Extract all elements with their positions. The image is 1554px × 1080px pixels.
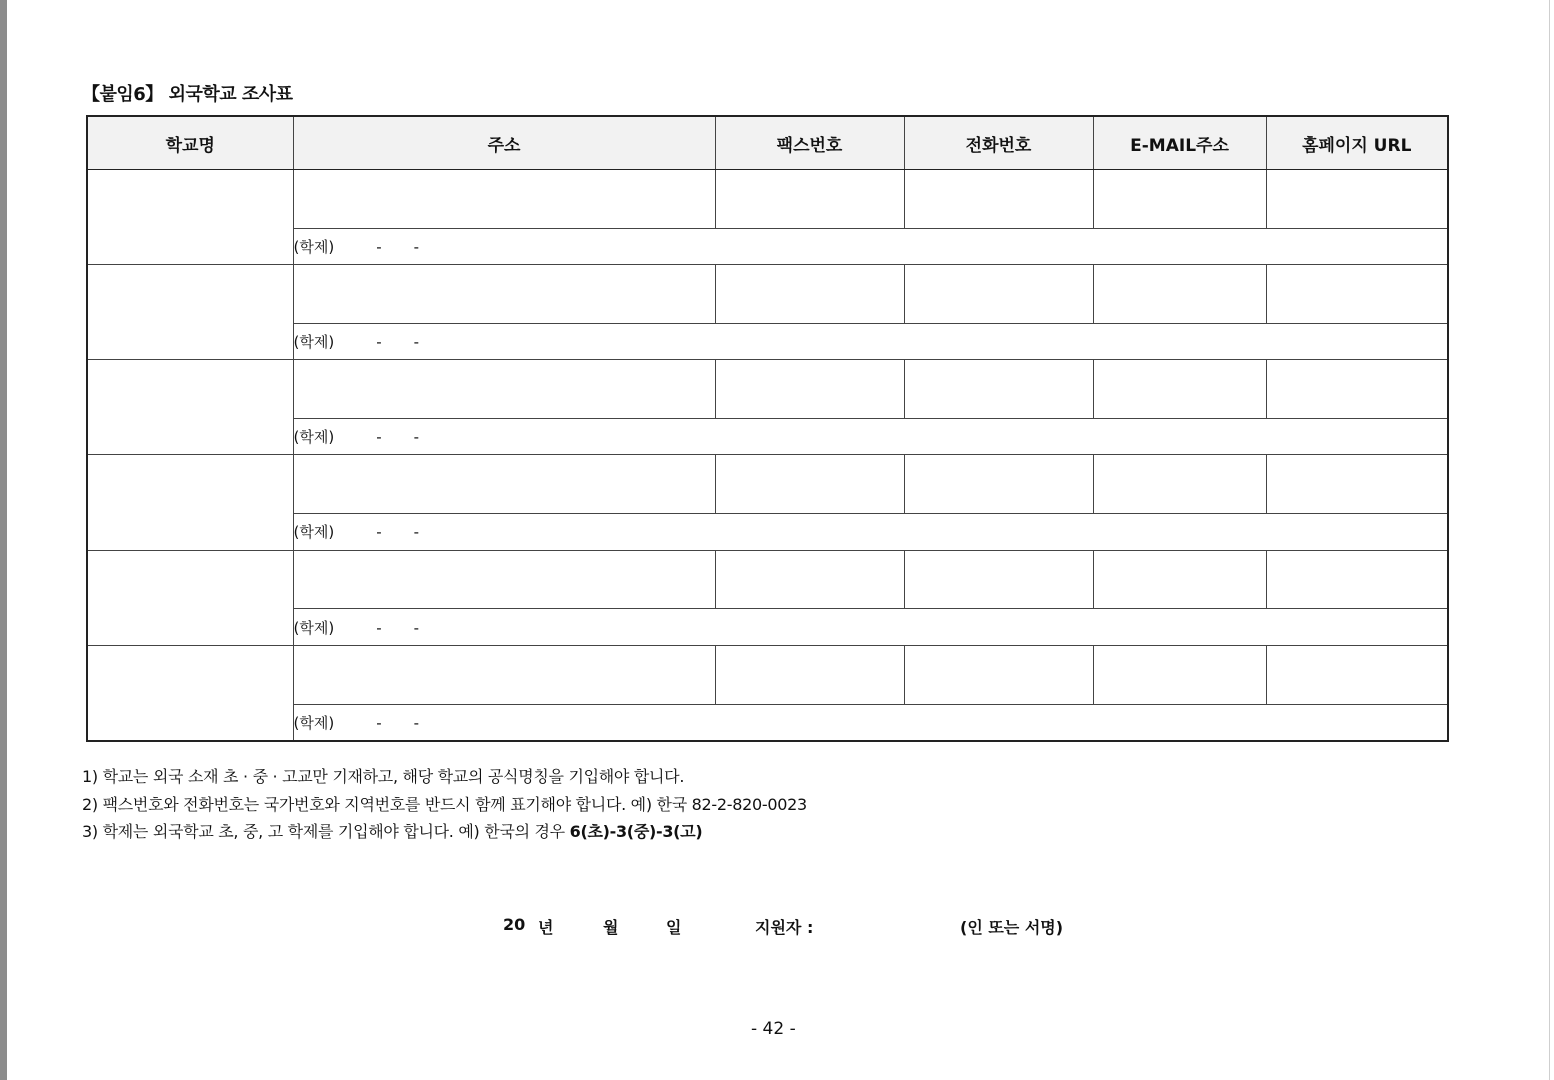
school-system-dash: -	[413, 523, 420, 542]
header-fax: 팩스번호	[715, 116, 904, 170]
table-row	[87, 265, 1448, 324]
fax-cell[interactable]	[715, 265, 904, 324]
school-system-dash: -	[376, 333, 382, 352]
header-email: E-MAIL주소	[1093, 116, 1266, 170]
seal-label: (인 또는 서명)	[960, 918, 1064, 937]
address-cell[interactable]	[293, 550, 715, 609]
homepage-cell[interactable]	[1266, 550, 1448, 609]
school-system-dash: -	[376, 428, 382, 447]
email-cell[interactable]	[1093, 360, 1266, 419]
header-phone: 전화번호	[904, 116, 1093, 170]
month-label: 월	[603, 918, 619, 937]
school-system-cell[interactable]	[293, 323, 1448, 359]
homepage-cell[interactable]	[1266, 265, 1448, 324]
school-system-label: (학제)	[293, 523, 335, 542]
school-system-cell[interactable]	[293, 419, 1448, 455]
phone-cell[interactable]	[904, 265, 1093, 324]
homepage-cell[interactable]	[1266, 455, 1448, 514]
school-system-dash: -	[376, 618, 382, 637]
address-cell[interactable]	[293, 265, 715, 324]
footnote-1: 1) 학교는 외국 소재 초 · 중 · 고교만 기재하고, 해당 학교의 공식명칭을 기입해야 합니다.	[82, 767, 685, 786]
fax-cell[interactable]	[715, 645, 904, 704]
year-prefix: 20	[503, 915, 526, 934]
school-system-dash: -	[413, 713, 420, 732]
footnote-2: 2) 팩스번호와 전화번호는 국가번호와 지역번호를 반드시 함께 표기해야 합니다. 예) 한국 82-2-820-0023	[82, 794, 807, 814]
header-homepage: 홈페이지 URL	[1266, 116, 1448, 170]
page-left-border	[0, 0, 7, 1080]
email-cell[interactable]	[1093, 265, 1266, 324]
address-cell[interactable]	[293, 645, 715, 704]
phone-cell[interactable]	[904, 550, 1093, 609]
fax-cell[interactable]	[715, 360, 904, 419]
school-system-label: (학제)	[293, 428, 335, 447]
phone-cell[interactable]	[904, 455, 1093, 514]
footnote-3-example: 6(초)-3(중)-3(고)	[569, 822, 703, 841]
fax-cell[interactable]	[715, 455, 904, 514]
footnote-3	[82, 818, 807, 846]
school-name-cell[interactable]	[87, 360, 293, 455]
email-cell[interactable]	[1093, 455, 1266, 514]
school-name-cell[interactable]	[87, 170, 293, 265]
page-right-border	[1549, 0, 1550, 1080]
school-system-label: (학제)	[293, 333, 335, 352]
table-header-row	[87, 116, 1448, 170]
school-name-cell[interactable]	[87, 455, 293, 550]
school-system-dash: -	[376, 713, 382, 732]
phone-cell[interactable]	[904, 645, 1093, 704]
school-system-dash: -	[413, 618, 420, 637]
day-label: 일	[666, 918, 682, 937]
homepage-cell[interactable]	[1266, 170, 1448, 229]
header-address: 주소	[293, 116, 715, 170]
school-system-label: (학제)	[293, 237, 335, 256]
table-row	[87, 455, 1448, 514]
school-system-dash: -	[376, 237, 382, 256]
school-system-cell[interactable]	[293, 704, 1448, 741]
homepage-cell[interactable]	[1266, 360, 1448, 419]
email-cell[interactable]	[1093, 170, 1266, 229]
school-system-dash: -	[413, 333, 420, 352]
fax-cell[interactable]	[715, 550, 904, 609]
year-label: 년	[538, 918, 554, 937]
school-system-cell[interactable]	[293, 609, 1448, 645]
school-system-label: (학제)	[293, 618, 335, 637]
school-system-dash: -	[376, 523, 382, 542]
address-cell[interactable]	[293, 360, 715, 419]
table-row	[87, 550, 1448, 609]
table-row	[87, 645, 1448, 704]
footnote-3-text: 3) 학제는 외국학교 초, 중, 고 학제를 기입해야 합니다. 예) 한국의 경우	[82, 822, 570, 841]
phone-cell[interactable]	[904, 360, 1093, 419]
document-title: 【붙임6】 외국학교 조사표	[82, 84, 293, 105]
school-system-cell[interactable]	[293, 514, 1448, 550]
page-number: - 42 -	[751, 1019, 796, 1039]
email-cell[interactable]	[1093, 645, 1266, 704]
school-name-cell[interactable]	[87, 265, 293, 360]
phone-cell[interactable]	[904, 170, 1093, 229]
homepage-cell[interactable]	[1266, 645, 1448, 704]
school-system-dash: -	[413, 237, 420, 256]
address-cell[interactable]	[293, 455, 715, 514]
applicant-label: 지원자 :	[755, 918, 814, 937]
footnotes	[82, 763, 807, 846]
table-row	[87, 360, 1448, 419]
email-cell[interactable]	[1093, 550, 1266, 609]
school-system-cell[interactable]	[293, 228, 1448, 264]
school-name-cell[interactable]	[87, 550, 293, 645]
table-row	[87, 170, 1448, 229]
fax-cell[interactable]	[715, 170, 904, 229]
school-name-cell[interactable]	[87, 645, 293, 741]
header-school-name: 학교명	[87, 116, 293, 170]
school-system-dash: -	[413, 428, 420, 447]
address-cell[interactable]	[293, 170, 715, 229]
school-system-label: (학제)	[293, 713, 335, 732]
foreign-school-survey-table	[86, 115, 1449, 742]
